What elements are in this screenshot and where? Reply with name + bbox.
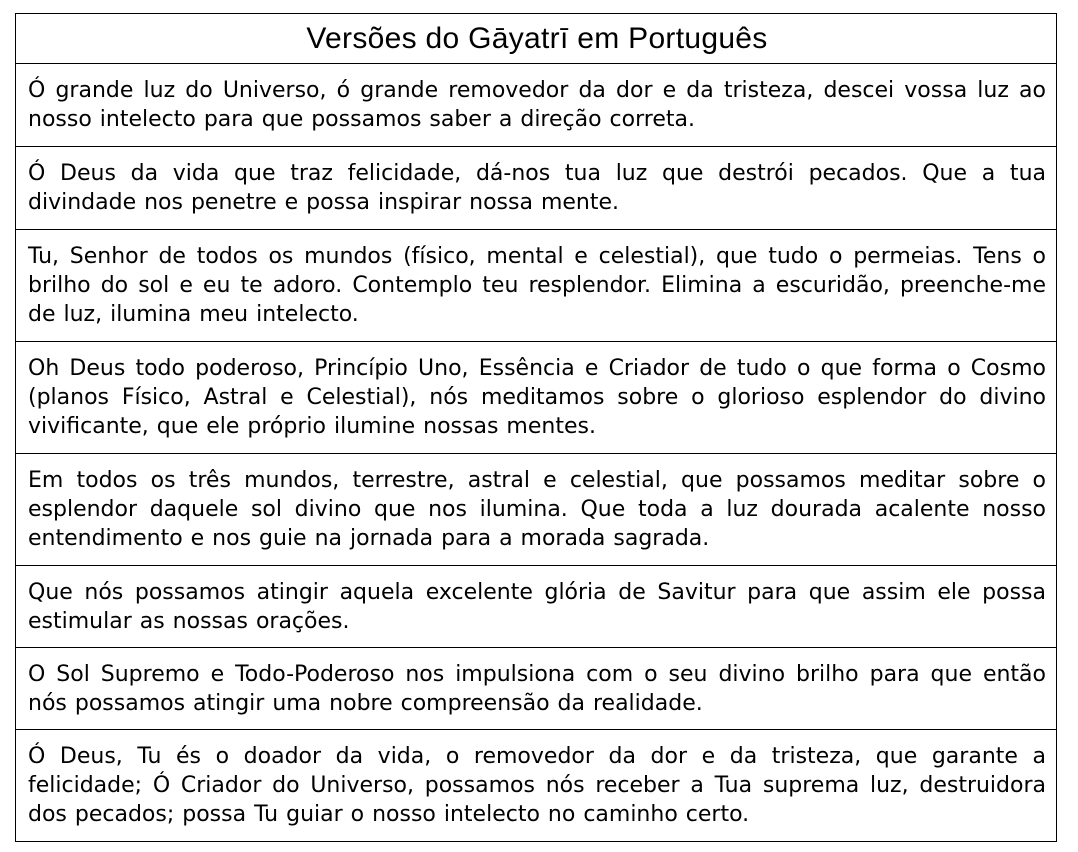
table-row	[16, 454, 1057, 566]
table-header-row	[16, 14, 1057, 64]
verse-cell: Ó Deus, Tu és o doador da vida, o removedor da dor e da tristeza, que garante a felicidade; Ó Criador do Universo, possamos nós receber a Tua suprema luz, destruidora dos pecados; possa Tu guiar o nosso intelecto no caminho certo.	[16, 730, 1057, 842]
table-row	[16, 730, 1057, 842]
verse-cell: Em todos os três mundos, terrestre, astral e celestial, que possamos meditar sobre o esplendor daquele sol divino que nos ilumina. Que toda a luz dourada acalente nosso entendimento e nos guie na jornada para a morada sagrada.	[16, 454, 1057, 566]
table-row	[16, 648, 1057, 730]
table-row	[16, 342, 1057, 454]
table-row	[16, 147, 1057, 230]
table-title: Versões do Gāyatrī em Português	[16, 14, 1057, 64]
verse-cell: Ó grande luz do Universo, ó grande removedor da dor e da tristeza, descei vossa luz ao nosso intelecto para que possamos saber a direção correta.	[16, 64, 1057, 147]
verse-cell: Que nós possamos atingir aquela excelente glória de Savitur para que assim ele possa estimular as nossas orações.	[16, 566, 1057, 648]
verse-cell: O Sol Supremo e Todo-Poderoso nos impulsiona com o seu divino brilho para que então nós possamos atingir uma nobre compreensão da realidade.	[16, 648, 1057, 730]
table-row	[16, 566, 1057, 648]
verse-cell: Tu, Senhor de todos os mundos (físico, mental e celestial), que tudo o permeias. Tens o brilho do sol e eu te adoro. Contemplo teu resplendor. Elimina a escuridão, preenche-me de luz, ilumina meu intelecto.	[16, 230, 1057, 342]
table-row	[16, 64, 1057, 147]
verse-cell: Oh Deus todo poderoso, Princípio Uno, Essência e Criador de tudo o que forma o Cosmo (planos Físico, Astral e Celestial), nós meditamos sobre o glorioso esplendor do divino vivificante, que ele próprio ilumine nossas mentes.	[16, 342, 1057, 454]
verse-cell: Ó Deus da vida que traz felicidade, dá-nos tua luz que destrói pecados. Que a tua divindade nos penetre e possa inspirar nossa mente.	[16, 147, 1057, 230]
gayatri-versions-table	[15, 13, 1057, 842]
table-row	[16, 230, 1057, 342]
